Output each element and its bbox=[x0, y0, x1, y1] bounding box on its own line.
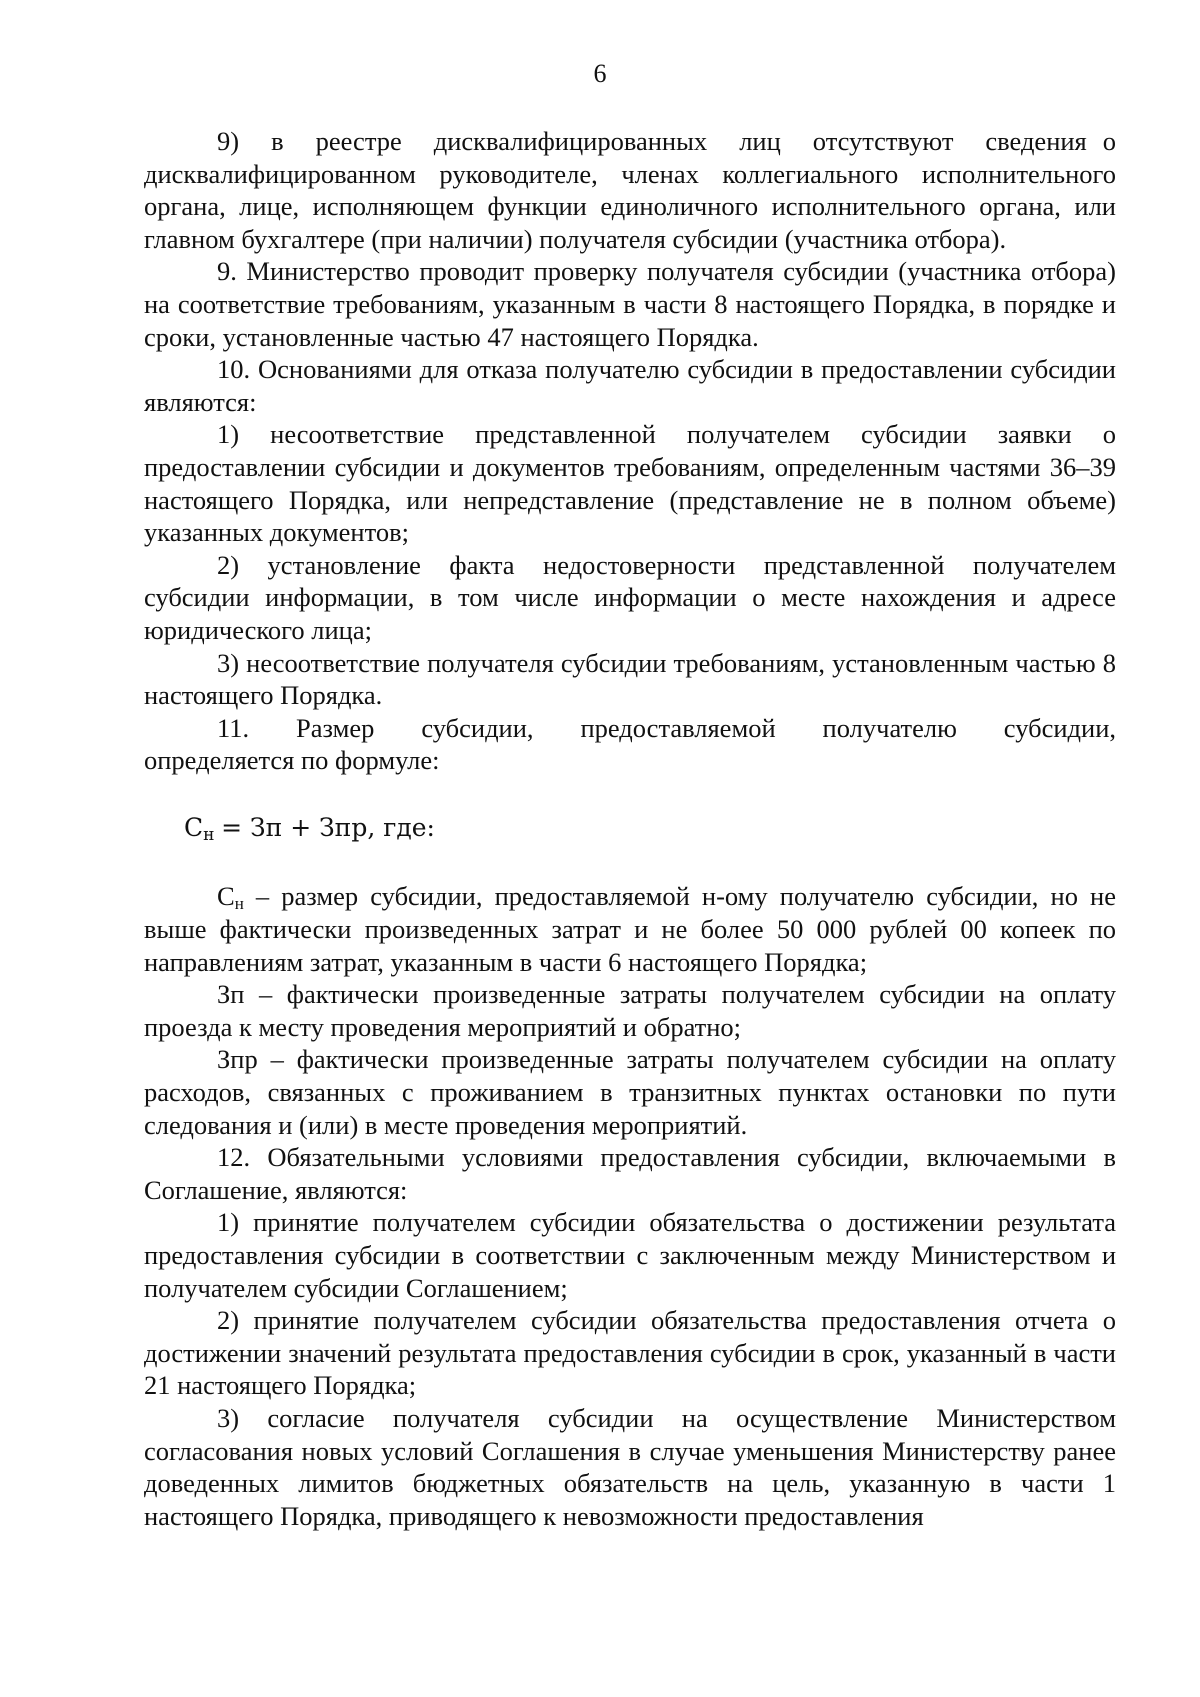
paragraph-12-item-2: 2) принятие получателем субсидии обязательства предоставления отчета о достижении значений результата предоставления субсидии в срок, указанный в части 21 настоящего Порядка; bbox=[144, 1305, 1116, 1401]
paragraph-10-item-3: 3) несоответствие получателя субсидии требованиям, установленным частью 8 настоящего Порядка. bbox=[144, 647, 1116, 711]
paragraph-10-item-1: 1) несоответствие представленной получателем субсидии заявки о предоставлении субсидии и документов требованиям, определенным частями 36–39 настоящего Порядка, или непредставление (представление не в полном объеме) указанных документов; bbox=[144, 419, 1116, 548]
definition-zpr: Зпр – фактически произведенные затраты получателем субсидии на оплату расходов, связанных с проживанием в транзитных пунктах остановки по пути следования и (или) в месте проведения мероприятий. bbox=[144, 1044, 1116, 1140]
page-number: 6 bbox=[593, 59, 607, 88]
definition-zp: Зп – фактически произведенные затраты получателем субсидии на оплату проезда к месту проведения мероприятий и обратно; bbox=[144, 979, 1116, 1042]
formula-symbol: $C_н$ bbox=[184, 812, 215, 845]
paragraph-12: 12. Обязательными условиями предоставления субсидии, включаемыми в Соглашение, являются: bbox=[144, 1142, 1116, 1205]
paragraph-10-item-2: 2) установление факта недостоверности представленной получателем субсидии информации, в том числе информации о месте нахождения и адресе юридического лица; bbox=[144, 549, 1116, 645]
paragraph-11: 11. Размер субсидии, предоставляемой получателю субсидии, определяется по формуле: bbox=[144, 712, 1116, 776]
subsidy-formula bbox=[144, 811, 1116, 845]
paragraph-10: 10. Основаниями для отказа получателю субсидии в предоставлении субсидии являются: bbox=[144, 354, 1116, 417]
item-9-registry: 9) в реестре дисквалифицированных лиц отсутствуют сведения о дисквалифицированном руководителе, членах коллегиального исполнительного органа, лице, исполняющем функции единоличного исполнительного органа, или главном бухгалтере (при наличии) получателя субсидии (участника отбора). bbox=[144, 126, 1116, 254]
paragraph-12-item-3: 3) согласие получателя субсидии на осуществление Министерством согласования новых условий Соглашения в случае уменьшения Министерству ранее доведенных лимитов бюджетных обязательств на цель, указанную в части 1 настоящего Порядка, приводящего к невозможности предоставления bbox=[144, 1402, 1116, 1531]
paragraph-9: 9. Министерство проводит проверку получателя субсидии (участника отбора) на соответствие требованиям, указанным в части 8 настоящего Порядка, в порядке и сроки, установленные частью 47 настоящего Порядка. bbox=[144, 256, 1116, 352]
formula-expression: = Зп + Зпр, где: bbox=[221, 812, 435, 842]
document-body bbox=[144, 125, 1116, 1532]
definition-cn: $С_н$ – размер субсидии, предоставляемой н-ому получателю субсидии, но не выше фактически произведенных затрат и не более 50 000 рублей 00 копеек по направлениям затрат, указанным в части 6 настоящего Порядка; bbox=[144, 881, 1116, 977]
paragraph-12-item-1: 1) принятие получателем субсидии обязательства о достижении результата предоставления субсидии в соответствии с заключенным между Министерством и получателем субсидии Соглашением; bbox=[144, 1207, 1116, 1303]
